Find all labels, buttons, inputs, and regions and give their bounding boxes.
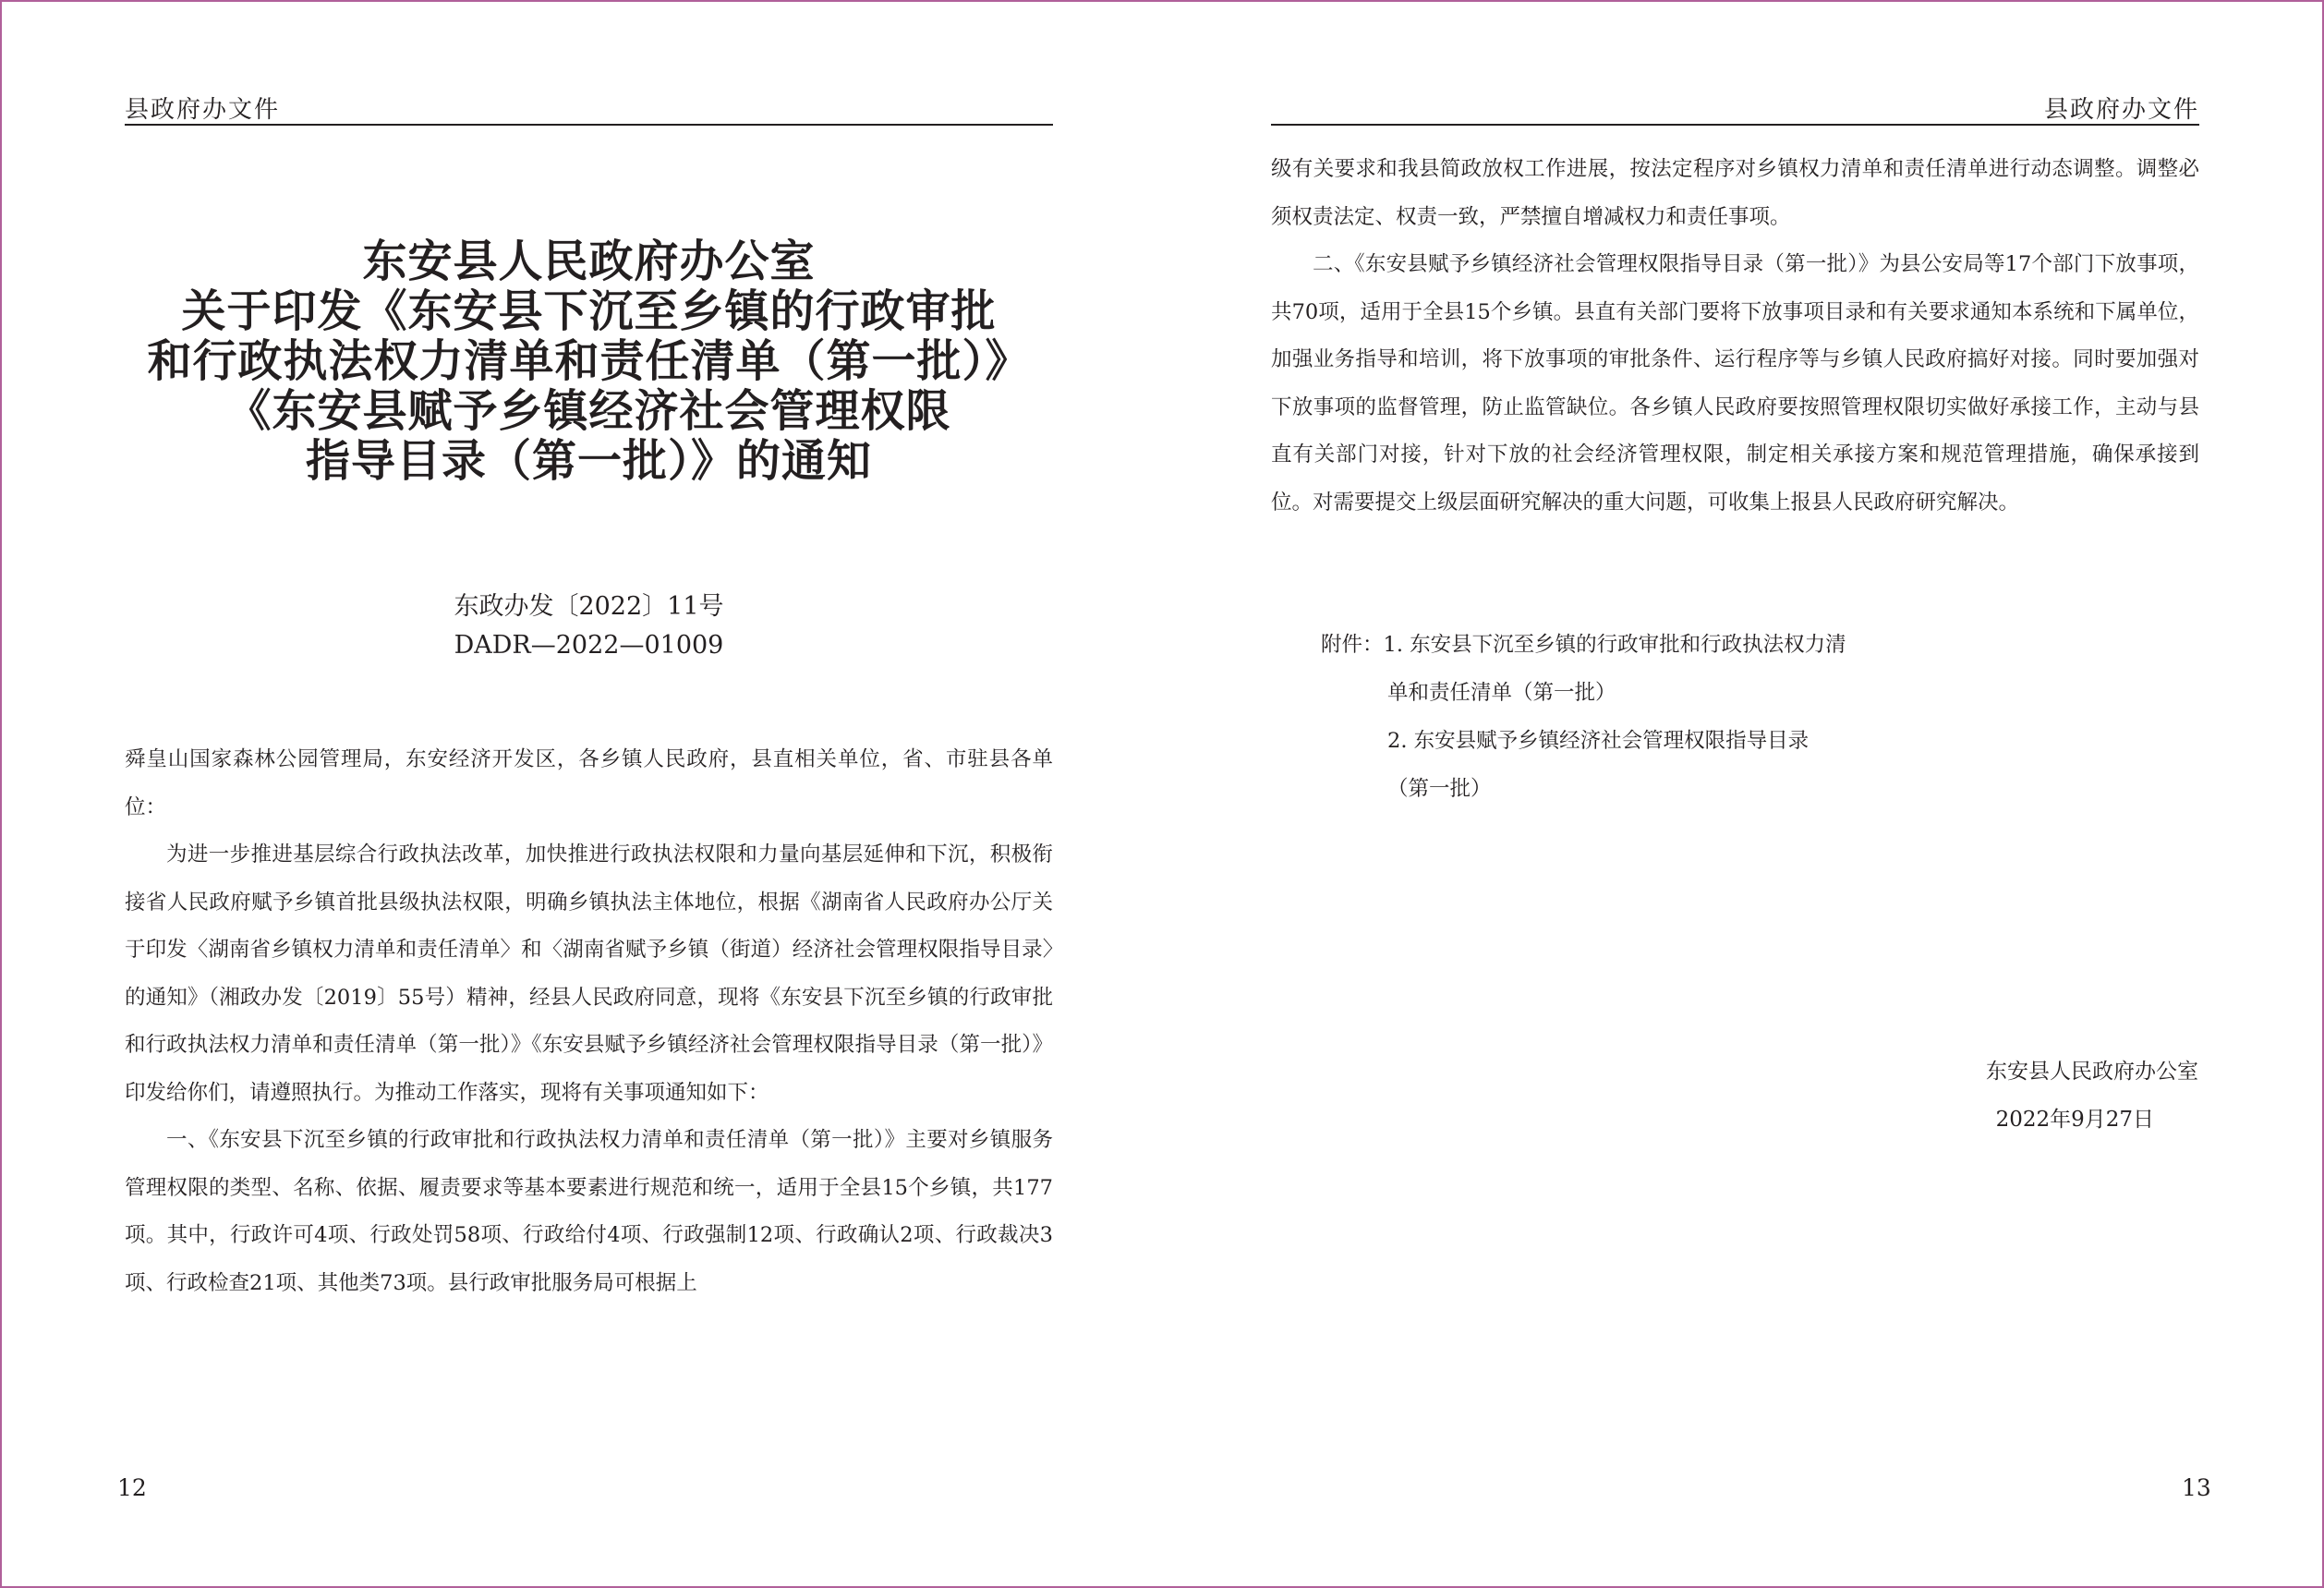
document-code: DADR—2022—01009 <box>454 631 724 660</box>
body-text <box>1271 146 2199 527</box>
title-line: 指导目录（第一批）》的通知 <box>305 435 872 487</box>
salutation: 舜皇山国家森林公园管理局，东安经济开发区，各乡镇人民政府，县直相关单位，省、市驻县各单位： <box>125 747 1053 819</box>
issuer: 东安县人民政府办公室 <box>1986 1060 2198 1084</box>
page-number: 13 <box>2182 1474 2211 1501</box>
title-line: 《东安县赋予乡镇经济社会管理权限 <box>226 385 951 437</box>
running-header: 县政府办文件 <box>125 96 281 124</box>
paragraph: 为进一步推进基层综合行政执法改革，加快推进行政执法权限和力量向基层延伸和下沉，积极衔接省人民政府赋予乡镇首批县级执法权限，明确乡镇执法主体地位，根据《湖南省人民政府办公厅关于印发〈湖南省乡镇权力清单和责任清单〉和〈湖南省赋予乡镇（街道）经济社会管理权限指导目录〉的通知》（湘政办发〔2019〕55号）精神，经县人民政府同意，现将《东安县下沉至乡镇的行政审批和行政执法权力清单和责任清单（第一批）》《东安县赋予乡镇经济社会管理权限指导目录（第一批）》印发给你们，请遵照执行。为推动工作落实，现将有关事项通知如下： <box>125 842 1053 1105</box>
attachment-line: 附件：1. 东安县下沉至乡镇的行政审批和行政执法权力清 <box>1321 633 1846 657</box>
paragraph: 一、《东安县下沉至乡镇的行政审批和行政执法权力清单和责任清单（第一批）》主要对乡镇服务管理权限的类型、名称、依据、履责要求等基本要素进行规范和统一，适用于全县15个乡镇，共177项。其中，行政许可4项、行政处罚58项、行政给付4项、行政强制12项、行政确认2项、行政裁决3项、行政检查21项、其他类73项。县行政审批服务局可根据上 <box>125 1128 1053 1295</box>
issue-date: 2022年9月27日 <box>1995 1108 2154 1132</box>
header-rule <box>1271 124 2199 126</box>
paragraph: 二、《东安县赋予乡镇经济社会管理权限指导目录（第一批）》为县公安局等17个部门下放事项，共70项，适用于全县15个乡镇。县直有关部门要将下放事项目录和有关要求通知本系统和下属单位，加强业务指导和培训，将下放事项的审批条件、运行程序等与乡镇人民政府搞好对接。同时要加强对下放事项的监督管理，防止监管缺位。各乡镇人民政府要按照管理权限切实做好承接工作，主动与县直有关部门对接，针对下放的社会经济管理权限，制定相关承接方案和规范管理措施，确保承接到位。对需要提交上级层面研究解决的重大问题，可收集上报县人民政府研究解决。 <box>1271 252 2199 515</box>
attachments-list <box>1321 621 1967 813</box>
attachment-line: 单和责任清单（第一批） <box>1387 681 1616 705</box>
signature-block <box>1847 1048 2198 1144</box>
paragraph-continuation: 级有关要求和我县简政放权工作进展，按法定程序对乡镇权力清单和责任清单进行动态调整。调整必须权责法定、权责一致，严禁擅自增减权力和责任事项。 <box>1271 157 2199 229</box>
attachment-line: 2. 东安县赋予乡镇经济社会管理权限指导目录 <box>1387 729 1810 753</box>
title-line: 东安县人民政府办公室 <box>362 236 816 287</box>
document-number: 东政办发〔2022〕11号 <box>454 592 724 621</box>
document-number-block <box>125 588 1053 665</box>
document-title <box>125 236 1053 486</box>
page-number: 12 <box>117 1474 147 1501</box>
title-line: 关于印发《东安县下沉至乡镇的行政审批 <box>181 285 997 337</box>
body-text <box>125 736 1053 1307</box>
attachment-line: （第一批） <box>1387 777 1492 801</box>
header-rule <box>125 124 1053 126</box>
title-line: 和行政执法权力清单和责任清单（第一批）》 <box>147 335 1031 387</box>
running-header: 县政府办文件 <box>2043 96 2199 124</box>
